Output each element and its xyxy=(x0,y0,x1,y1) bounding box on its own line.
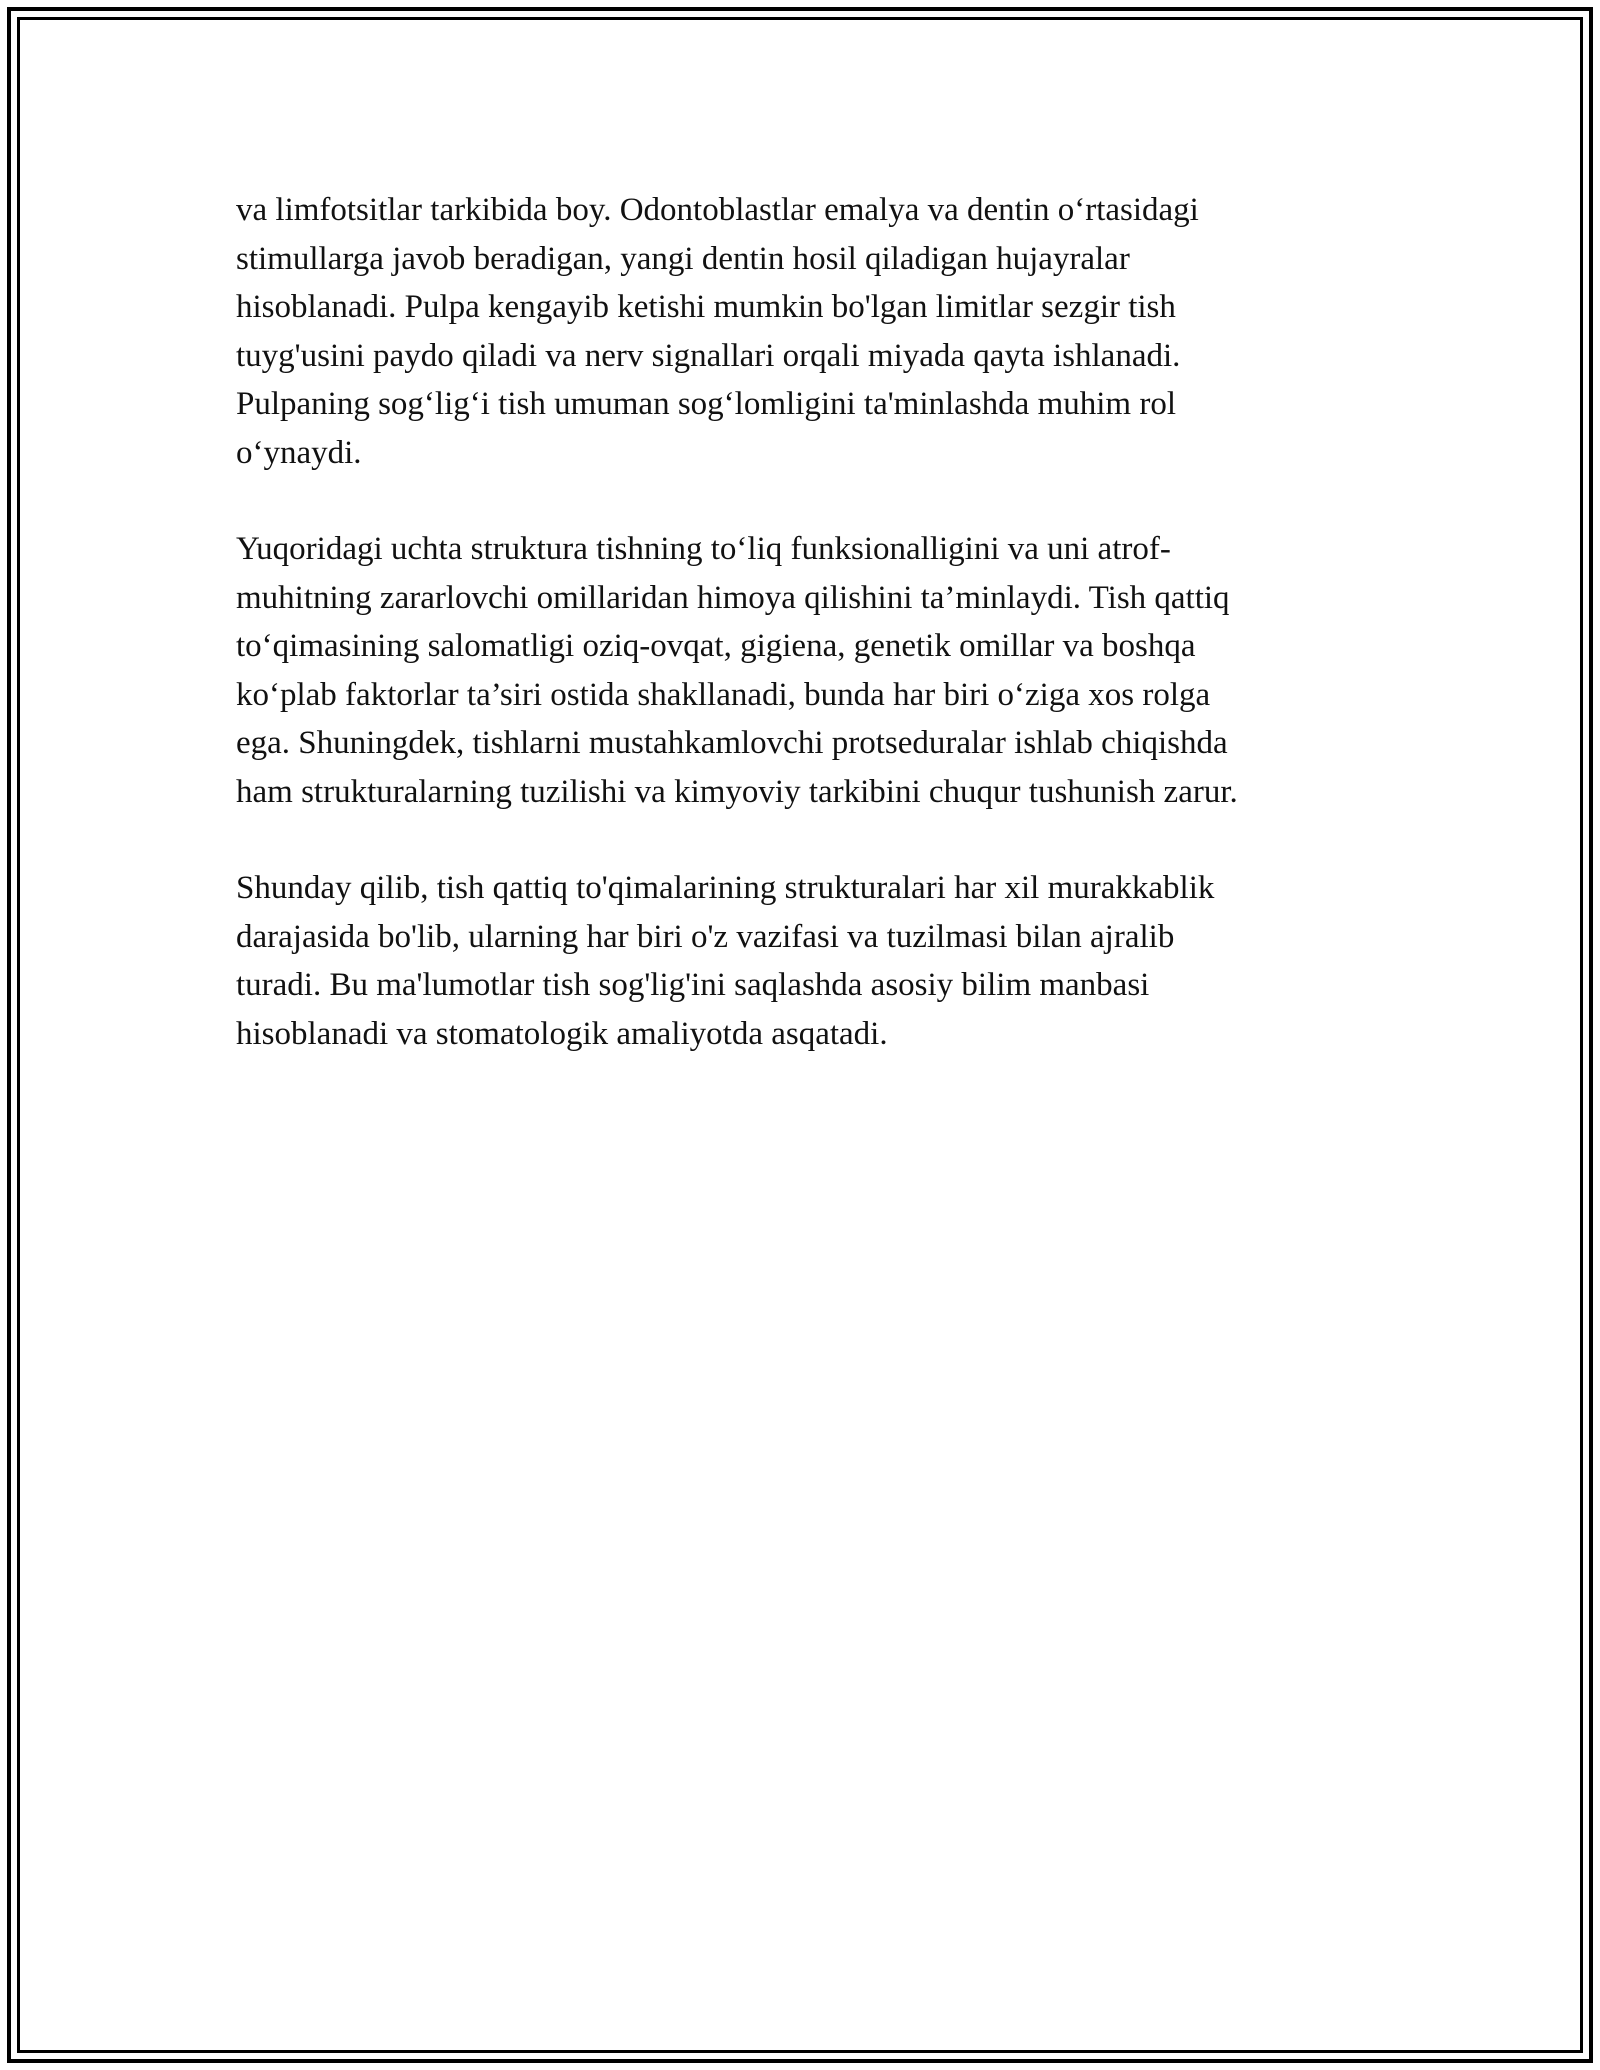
paragraph-3 xyxy=(236,864,1366,1058)
text-line: o‘ynaydi. xyxy=(236,434,362,471)
text-line: Shunday qilib, tish qattiq to'qimalarining strukturalari har xil murakkablik xyxy=(236,870,1215,906)
text-line: darajasida bo'lib, ularning har biri o'z vazifasi va tuzilmasi bilan ajralib xyxy=(236,918,1175,955)
text-line: ko‘plab faktorlar ta’siri ostida shakllanadi, bunda har biri o‘ziga xos rolga xyxy=(236,676,1211,713)
paragraph-1 xyxy=(236,186,1366,477)
text-line: ega. Shuningdek, tishlarni mustahkamlovchi protseduralar ishlab chiqishda xyxy=(236,725,1228,761)
paragraph-2 xyxy=(236,525,1366,816)
text-line: ham strukturalarning tuzilishi va kimyoviy tarkibini chuqur tushunish zarur. xyxy=(236,773,1238,810)
text-line: stimullarga javob beradigan, yangi dentin hosil qiladigan hujayralar xyxy=(236,240,1130,277)
text-line: Yuqoridagi uchta struktura tishning to‘liq funksionalligini va uni atrof- xyxy=(236,531,1171,567)
text-line: hisoblanadi va stomatologik amaliyotda asqatadi. xyxy=(236,1015,888,1052)
text-line: va limfotsitlar tarkibida boy. Odontoblastlar emalya va dentin o‘rtasidagi xyxy=(236,192,1199,228)
text-line: turadi. Bu ma'lumotlar tish sog'lig'ini saqlashda asosiy bilim manbasi xyxy=(236,967,1150,1003)
text-line: to‘qimasining salomatligi oziq-ovqat, gigiena, genetik omillar va boshqa xyxy=(236,628,1196,664)
text-line: hisoblanadi. Pulpa kengayib ketishi mumkin bo'lgan limitlar sezgir tish xyxy=(236,289,1176,325)
text-line: Pulpaning sog‘lig‘i tish umuman sog‘lomligini ta'minlashda muhim rol xyxy=(236,386,1176,422)
document-body xyxy=(236,186,1366,1106)
text-line: muhitning zararlovchi omillaridan himoya qilishini ta’minlaydi. Tish qattiq xyxy=(236,579,1230,616)
text-line: tuyg'usini paydo qiladi va nerv signallari orqali miyada qayta ishlanadi. xyxy=(236,337,1181,374)
